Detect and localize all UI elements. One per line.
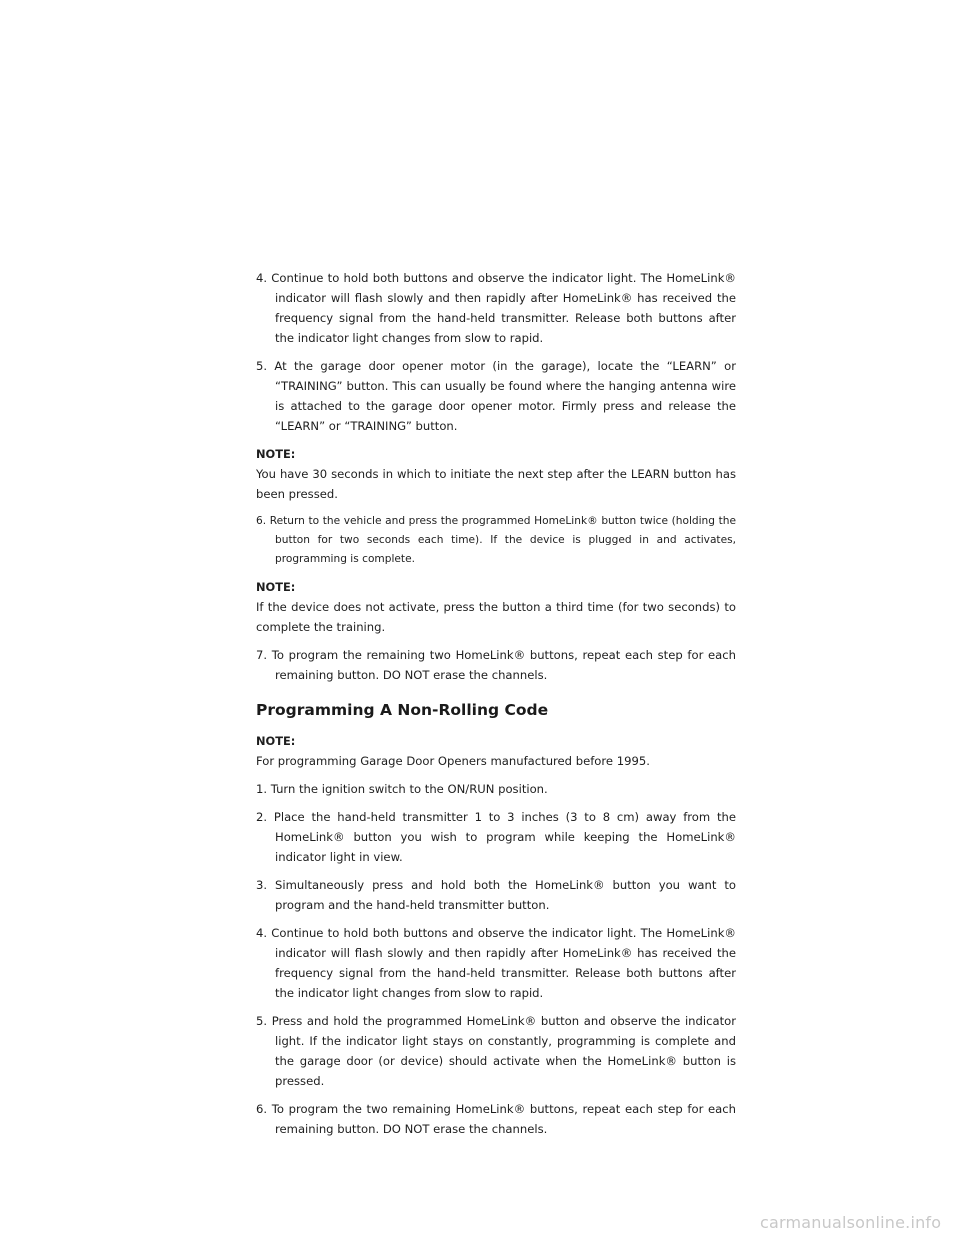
step-2: 2. Place the hand-held transmitter 1 to 3 inches (3 to 8 cm) away from the HomeLink® button you wish to program while keeping the HomeLink® indicator light in view. [256, 810, 736, 864]
note-label: NOTE: [256, 734, 296, 748]
step-5: 5. At the garage door opener motor (in the garage), locate the “LEARN” or “TRAINING” button. This can usually be found where the hanging antenna wire is attached to the garage door opener motor. Firmly press and release the “LEARN” or “TRAINING” button. [256, 359, 736, 433]
note-label: NOTE: [256, 580, 296, 594]
section-title: Programming A Non-Rolling Code [256, 701, 549, 719]
note-text: If the device does not activate, press the button a third time (for two seconds) to complete the training. [256, 600, 736, 634]
watermark-text: carmanualsonline.info [760, 1213, 942, 1232]
manual-page-content [256, 268, 736, 1147]
note-label: NOTE: [256, 447, 296, 461]
step-5: 5. Press and hold the programmed HomeLink® button and observe the indicator light. If the indicator light stays on constantly, programming is complete and the garage door (or device) should activate when the HomeLink® button is pressed. [256, 1014, 736, 1088]
step-7: 7. To program the remaining two HomeLink® buttons, repeat each step for each remaining button. DO NOT erase the channels. [256, 648, 736, 682]
note-text: For programming Garage Door Openers manufactured before 1995. [256, 754, 650, 768]
note-text: You have 30 seconds in which to initiate the next step after the LEARN button has been pressed. [256, 467, 736, 501]
step-3: 3. Simultaneously press and hold both the HomeLink® button you want to program and the hand-held transmitter button. [256, 878, 736, 912]
step-6: 6. To program the two remaining HomeLink® buttons, repeat each step for each remaining button. DO NOT erase the channels. [256, 1102, 736, 1136]
step-1: 1. Turn the ignition switch to the ON/RUN position. [256, 782, 548, 796]
step-6: 6. Return to the vehicle and press the programmed HomeLink® button twice (holding the button for two seconds each time). If the device is plugged in and activates, programming is complete. [256, 515, 736, 565]
step-4: 4. Continue to hold both buttons and observe the indicator light. The HomeLink® indicator will flash slowly and then rapidly after HomeLink® has received the frequency signal from the hand-held transmitter. Release both buttons after the indicator light changes from slow to rapid. [256, 271, 736, 345]
step-4: 4. Continue to hold both buttons and observe the indicator light. The HomeLink® indicator will flash slowly and then rapidly after HomeLink® has received the frequency signal from the hand-held transmitter. Release both buttons after the indicator light changes from slow to rapid. [256, 926, 736, 1000]
